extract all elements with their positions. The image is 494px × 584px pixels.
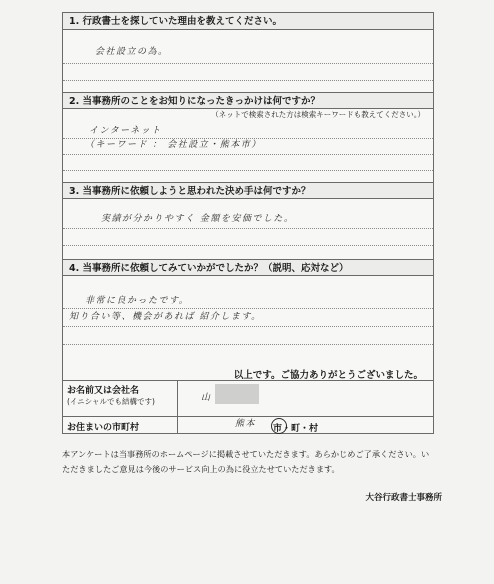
- answer-2-line-2: （キーワード ： 会社設立・熊本市）: [85, 140, 262, 150]
- question-3-heading: 3. 当事務所に依頼しようと思われた決め手は何ですか？: [63, 182, 433, 199]
- answer-4-line-1: 非常に良かったです。: [85, 296, 190, 306]
- question-2-heading: 2. 当事務所のことをお知りになったきっかけは何ですか？: [63, 92, 433, 109]
- name-field-sublabel: (イニシャルでも結構です): [67, 397, 155, 406]
- question-1-heading: 1. 行政書士を探していた理由を教えてください。: [63, 13, 433, 30]
- answer-rule: [63, 80, 433, 81]
- answer-1-line-1: 会社設立の為。: [95, 47, 169, 57]
- answer-rule: [63, 170, 433, 171]
- answer-rule: [63, 63, 433, 64]
- redacted-name: [215, 384, 259, 404]
- answer-3-line-1: 実績が分かりやすく 金額を安価でした。: [101, 214, 295, 224]
- answer-rule: [63, 154, 433, 155]
- thanks-text: 以上です。ご協力ありがとうございました。: [233, 370, 423, 381]
- answer-rule: [63, 344, 433, 345]
- info-divider: [63, 416, 433, 417]
- question-2-note: （ネットで検索された方は検索キーワードも教えてください。）: [211, 110, 425, 119]
- answer-4-line-2: 知り合い等、機会があれば 紹介します。: [69, 312, 262, 322]
- answer-rule: [63, 228, 433, 229]
- survey-form: [62, 12, 434, 434]
- answer-rule: [63, 308, 433, 309]
- city-field-label: お住まいの市町村: [67, 423, 140, 433]
- info-column-divider: [177, 380, 178, 433]
- name-field-label: [67, 383, 155, 407]
- answer-rule: [63, 245, 433, 246]
- answer-2-line-1: インターネット: [89, 126, 162, 136]
- name-field-label-text: お名前又は会社名: [67, 386, 140, 396]
- answer-rule: [63, 138, 433, 139]
- answer-rule: [63, 326, 433, 327]
- footer-note: 本アンケートは当事務所のホームページに掲載させていただきます。あらかじめご了承ください。いただきましたご意見は今後のサービス向上の為に役立たせていただきます。: [62, 449, 430, 474]
- city-field-value: 熊本: [235, 419, 257, 429]
- question-4-heading: 4. 当事務所に依頼してみていかがでしたか？（説明、応対など）: [63, 259, 433, 276]
- info-divider: [63, 380, 433, 381]
- city-type-options: 市・町・村: [273, 424, 319, 434]
- name-field-value: 山: [201, 393, 212, 403]
- company-name: 大谷行政書士事務所: [365, 493, 442, 503]
